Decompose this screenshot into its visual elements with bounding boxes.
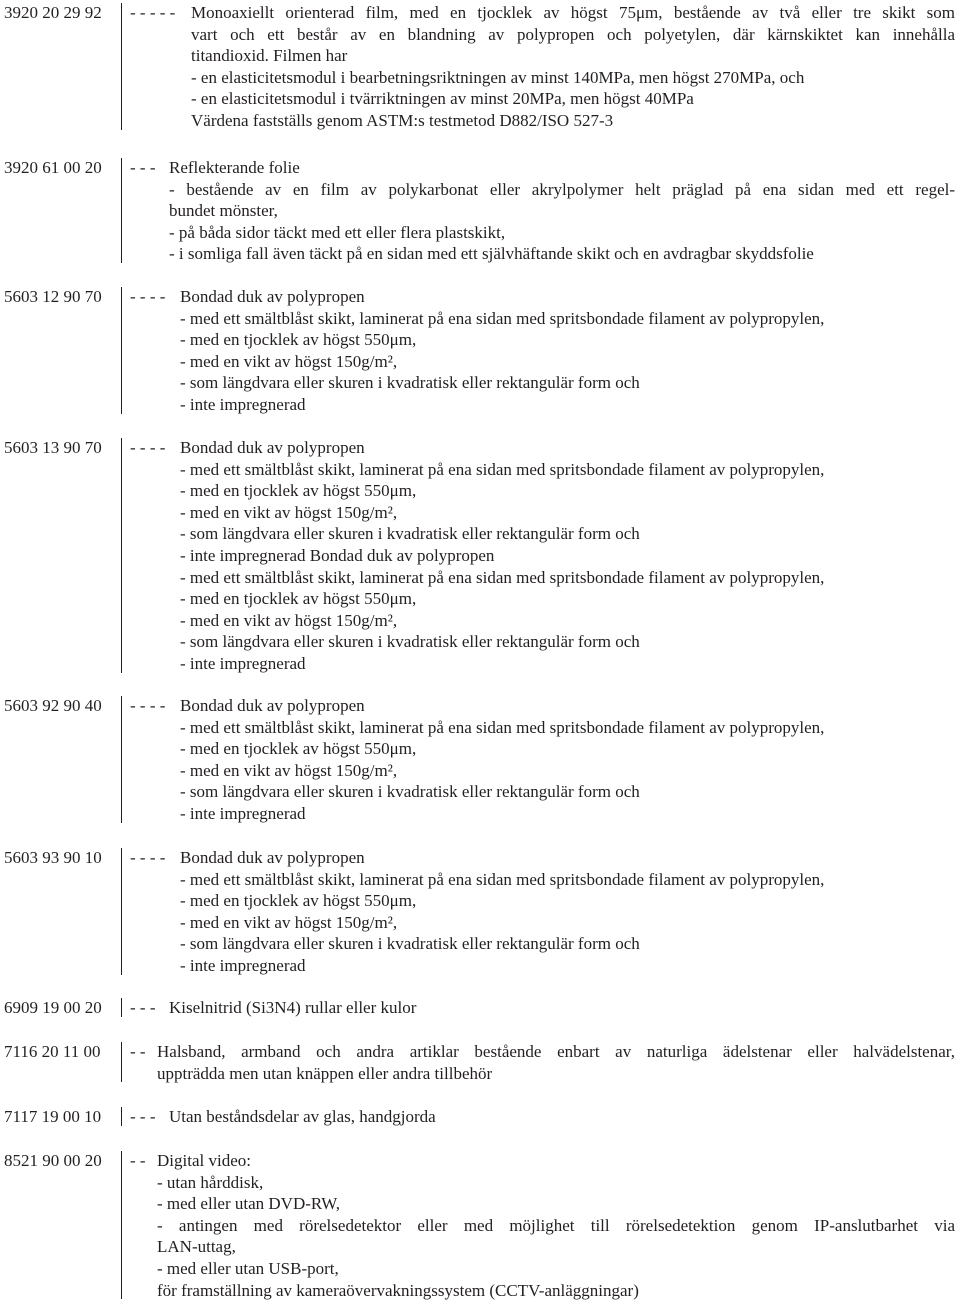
entry-description-line: - inte impregnerad [180, 395, 306, 414]
entry-description: Kiselnitrid (Si3N4) rullar eller kulor [169, 998, 417, 1017]
column-divider [121, 848, 122, 975]
entry-description-line: - som längdvara eller skuren i kvadratisk eller rektangulär form och [180, 524, 640, 544]
entry-description-line: - med en tjocklek av högst 550μm, [180, 739, 417, 759]
entry-description: Digital video: [157, 1151, 251, 1170]
tariff-code: 5603 12 90 70 [4, 287, 102, 306]
entry-description-line: - som längdvara eller skuren i kvadratisk eller rektangulär form och [180, 373, 640, 393]
entry-description-line: bundet mönster, [169, 201, 278, 221]
entry-description-line: - bestående av en film av polykarbonat eller akrylpolymer helt präglad på ena sidan med ett regel- [169, 179, 955, 199]
entry-description-line: - med ett smältblåst skikt, laminerat på ena sidan med spritsbondade filament av polypropylen, [180, 459, 825, 479]
column-divider [121, 1042, 122, 1082]
tariff-code: 6909 19 00 20 [4, 998, 102, 1017]
level-dashes: - - - [130, 158, 156, 177]
entry-description-line: - inte impregnerad Bondad duk av polypropen [180, 546, 495, 565]
entry-description-line: - med eller utan USB-port, [157, 1259, 339, 1278]
entry-description-line: - med ett smältblåst skikt, laminerat på ena sidan med spritsbondade filament av polypropylen, [180, 869, 825, 889]
entry-description: Reflekterande folie [169, 158, 300, 177]
level-dashes: - - [130, 1151, 146, 1170]
tariff-code: 5603 92 90 40 [4, 696, 102, 715]
tariff-entry [0, 1106, 960, 1128]
level-dashes: - - - - [130, 848, 166, 867]
entry-description: Bondad duk av polypropen [180, 848, 365, 867]
entry-description-line: för framställning av kameraövervakningssystem (CCTV-anläggningar) [157, 1280, 639, 1300]
tariff-code: 7116 20 11 00 [4, 1042, 101, 1061]
entry-description-line: - inte impregnerad [180, 804, 306, 823]
column-divider [121, 158, 122, 263]
tariff-entry [0, 1041, 960, 1084]
entry-description-line: LAN-uttag, [157, 1237, 236, 1257]
level-dashes: - - [130, 1042, 146, 1061]
entry-description-line: titandioxid. Filmen har [191, 46, 348, 66]
entry-description-line: - antingen med rörelsedetektor eller med möjlighet till rörelsedetektion genom IP-anslutbarhet via [157, 1215, 955, 1235]
entry-description-line: vart och ett består av en blandning av polypropen och polyetylen, där kärnskiktet kan innehålla [191, 24, 955, 44]
entry-description-line: - med ett smältblåst skikt, laminerat på ena sidan med spritsbondade filament av polypropylen, [180, 717, 825, 737]
entry-description-line: - som längdvara eller skuren i kvadratisk eller rektangulär form och [180, 632, 640, 652]
column-divider [121, 998, 122, 1017]
entry-description: Bondad duk av polypropen [180, 287, 365, 306]
level-dashes: - - - [130, 1107, 156, 1126]
entry-description: Bondad duk av polypropen [180, 696, 365, 715]
entry-description-line: - på båda sidor täckt med ett eller flera plastskikt, [169, 222, 506, 242]
column-divider [121, 1107, 122, 1126]
tariff-code: 5603 93 90 10 [4, 848, 102, 867]
entry-description-line: - inte impregnerad [180, 956, 306, 975]
entry-description-line: - som längdvara eller skuren i kvadratisk eller rektangulär form och [180, 782, 640, 802]
tariff-code: 8521 90 00 20 [4, 1151, 102, 1170]
entry-description: Monoaxiellt orienterad film, med en tjocklek av högst 75μm, bestående av två eller tre skikt som [191, 3, 955, 22]
column-divider [121, 287, 122, 414]
column-divider [121, 438, 122, 673]
entry-description-line: - med en tjocklek av högst 550μm, [180, 589, 417, 609]
level-dashes: - - - - [130, 438, 166, 457]
tariff-entry [0, 157, 960, 265]
entry-description-line: - i somliga fall även täckt på en sidan med ett självhäftande skikt och en avdragbar skyddsfolie [169, 244, 814, 264]
entry-description-line: - en elasticitetsmodul i tvärriktningen av minst 20MPa, men högst 40MPa [191, 89, 694, 109]
entry-description-line: - som längdvara eller skuren i kvadratisk eller rektangulär form och [180, 934, 640, 954]
tariff-code: 7117 19 00 10 [4, 1107, 102, 1126]
column-divider [121, 3, 122, 130]
level-dashes: - - - [130, 998, 156, 1017]
tariff-entry [0, 847, 960, 977]
entry-description-line: - med ett smältblåst skikt, laminerat på ena sidan med spritsbondade filament av polypropylen, [180, 567, 825, 587]
entry-description-line: - utan hårddisk, [157, 1172, 264, 1192]
tariff-code: 3920 61 00 20 [4, 158, 102, 177]
entry-description-line: - med en tjocklek av högst 550μm, [180, 330, 417, 350]
entry-description-line: - med en tjocklek av högst 550μm, [180, 481, 417, 501]
level-dashes: - - - - [130, 287, 166, 306]
column-divider [121, 696, 122, 823]
level-dashes: - - - - - [130, 3, 176, 22]
tariff-code: 3920 20 29 92 [4, 3, 102, 22]
tariff-code: 5603 13 90 70 [4, 438, 102, 457]
entry-description-line: Värdena fastställs genom ASTM:s testmetod D882/ISO 527-3 [191, 111, 614, 130]
tariff-entry [0, 695, 960, 825]
level-dashes: - - - - [130, 696, 166, 715]
entry-description-line: - en elasticitetsmodul i bearbetningsriktningen av minst 140MPa, men högst 270MPa, och [191, 67, 805, 87]
entry-description-line: - inte impregnerad [180, 654, 306, 673]
entry-description-line: - med en vikt av högst 150g/m², [180, 502, 398, 522]
tariff-entry [0, 2, 960, 132]
entry-description-line: - med en vikt av högst 150g/m², [180, 912, 398, 932]
entry-description-line: - med eller utan DVD-RW, [157, 1194, 341, 1214]
entry-description-line: - med en vikt av högst 150g/m², [180, 351, 398, 371]
tariff-entry [0, 286, 960, 416]
tariff-entry [0, 997, 960, 1019]
tariff-entry [0, 437, 960, 675]
entry-description-line: - med en vikt av högst 150g/m², [180, 610, 398, 630]
entry-description-line: - med en tjocklek av högst 550μm, [180, 891, 417, 911]
entry-description-line: uppträdda men utan knäppen eller andra tillbehör [157, 1063, 493, 1083]
entry-description: Utan beståndsdelar av glas, handgjorda [169, 1107, 436, 1126]
entry-description: Halsband, armband och andra artiklar bestående enbart av naturliga ädelstenar eller halvädelstenar, [157, 1042, 955, 1061]
entry-description-line: - med ett smältblåst skikt, laminerat på ena sidan med spritsbondade filament av polypropylen, [180, 308, 825, 328]
column-divider [121, 1151, 122, 1299]
entry-description: Bondad duk av polypropen [180, 438, 365, 457]
tariff-entry [0, 1150, 960, 1301]
entry-description-line: - med en vikt av högst 150g/m², [180, 760, 398, 780]
